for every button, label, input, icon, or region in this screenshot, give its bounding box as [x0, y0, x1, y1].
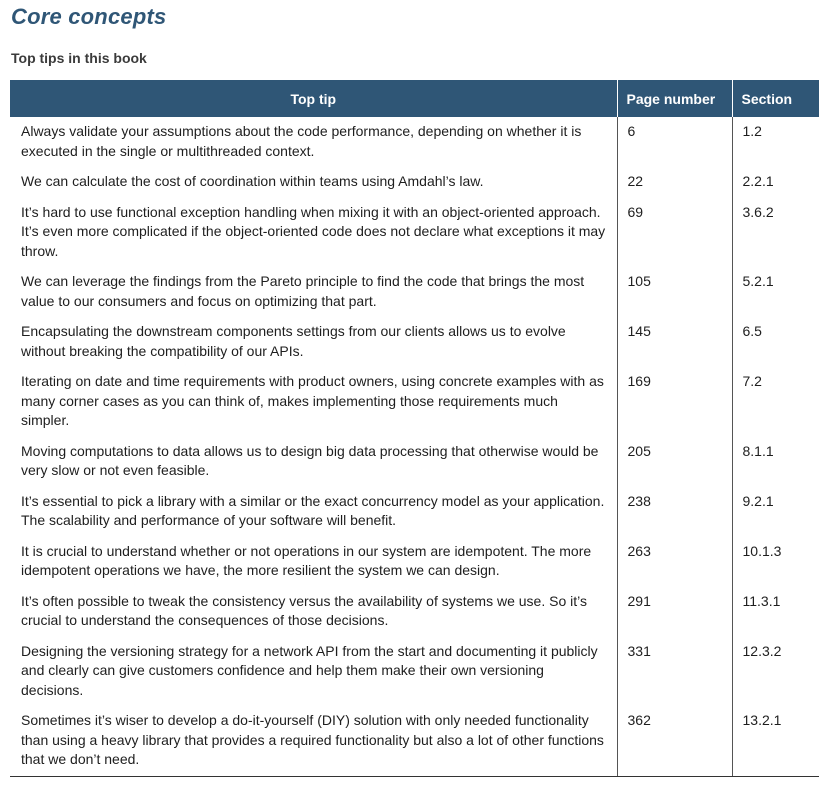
table-row: [10, 706, 819, 776]
section-cell: 2.2.1: [742, 173, 774, 189]
column-header-top-tip: Top tip: [10, 81, 617, 118]
table-row: [10, 537, 819, 587]
section-cell: 9.2.1: [742, 492, 774, 509]
section-cell: 3.6.2: [742, 203, 774, 220]
table-row: [10, 437, 819, 487]
section-cell: 13.2.1: [732, 706, 819, 776]
page-number-cell: 69: [617, 198, 732, 268]
page-number-cell: 291: [617, 587, 732, 637]
tip-cell: We can leverage the findings from the Pareto principle to find the code that brings the most value to our consumers and focus on optimizing that part.: [10, 267, 617, 317]
table-header-row: [10, 81, 819, 118]
page-title: Core concepts: [11, 4, 167, 29]
top-tips-table: [10, 80, 819, 777]
table-row: [10, 198, 819, 268]
section-cell: 1.2: [742, 123, 762, 139]
table-caption: Top tips in this book: [11, 50, 147, 66]
table-row: [10, 267, 819, 317]
section-cell: 7.2: [742, 373, 762, 389]
page-number-cell: 169: [617, 367, 732, 437]
section-cell: 11.3.1: [742, 592, 781, 609]
table-row: [10, 367, 819, 437]
tip-cell: It’s often possible to tweak the consistency versus the availability of systems we use. So it’s crucial to understand the consequences of those decisions.: [10, 587, 617, 637]
table-row: [10, 637, 819, 707]
tip-cell: Designing the versioning strategy for a network API from the start and documenting it publicly and clearly can give customers confidence and help them make their own versioning decisions.: [10, 637, 617, 707]
tip-cell: It’s hard to use functional exception handling when mixing it with an object-oriented approach. It’s even more complicated if the object-oriented code does not declare what exceptions it may throw.: [10, 198, 617, 268]
page-number-cell: 263: [617, 537, 732, 587]
page-number-cell: 6: [617, 117, 732, 167]
tip-cell: Encapsulating the downstream components settings from our clients allows us to evolve without breaking the compatibility of our APIs.: [10, 317, 617, 367]
page-number-cell: 205: [617, 437, 732, 487]
tip-cell: Moving computations to data allows us to design big data processing that otherwise would be very slow or not even feasible.: [10, 437, 617, 487]
tip-cell: Always validate your assumptions about the code performance, depending on whether it is executed in the single or multithreaded context.: [10, 117, 617, 167]
page-number-cell: 362: [617, 706, 732, 776]
column-header-section: Section: [732, 81, 819, 118]
section-cell: 5.2.1: [742, 273, 774, 289]
page-number-cell: 105: [617, 267, 732, 317]
table-row: [10, 317, 819, 367]
table-row: [10, 167, 819, 198]
page-number-cell: 22: [617, 167, 732, 198]
column-header-page-number: Page number: [617, 81, 732, 118]
section-cell: 6.5: [742, 323, 762, 339]
section-cell: 12.3.2: [742, 642, 782, 659]
table-row: [10, 487, 819, 537]
section-cell: 10.1.3: [742, 542, 782, 559]
tip-cell: We can calculate the cost of coordination within teams using Amdahl’s law.: [10, 167, 617, 198]
page-number-cell: 145: [617, 317, 732, 367]
tip-cell: It is crucial to understand whether or not operations in our system are idempotent. The more idempotent operations we have, the more resilient the system we can design.: [10, 537, 617, 587]
tip-cell: It’s essential to pick a library with a similar or the exact concurrency model as your application. The scalability and performance of your software will benefit.: [10, 487, 617, 537]
page-number-cell: 238: [617, 487, 732, 537]
page-number-cell: 331: [617, 637, 732, 707]
tip-cell: Iterating on date and time requirements with product owners, using concrete examples with as many corner cases as you can think of, makes implementing those requirements much simpler.: [10, 367, 617, 437]
section-cell: 8.1.1: [742, 442, 774, 459]
tip-cell: Sometimes it’s wiser to develop a do-it-yourself (DIY) solution with only needed functionality than using a heavy library that provides a required functionality but also a lot of other functions that we don’t need.: [10, 706, 617, 776]
table-row: [10, 117, 819, 167]
table-row: [10, 587, 819, 637]
